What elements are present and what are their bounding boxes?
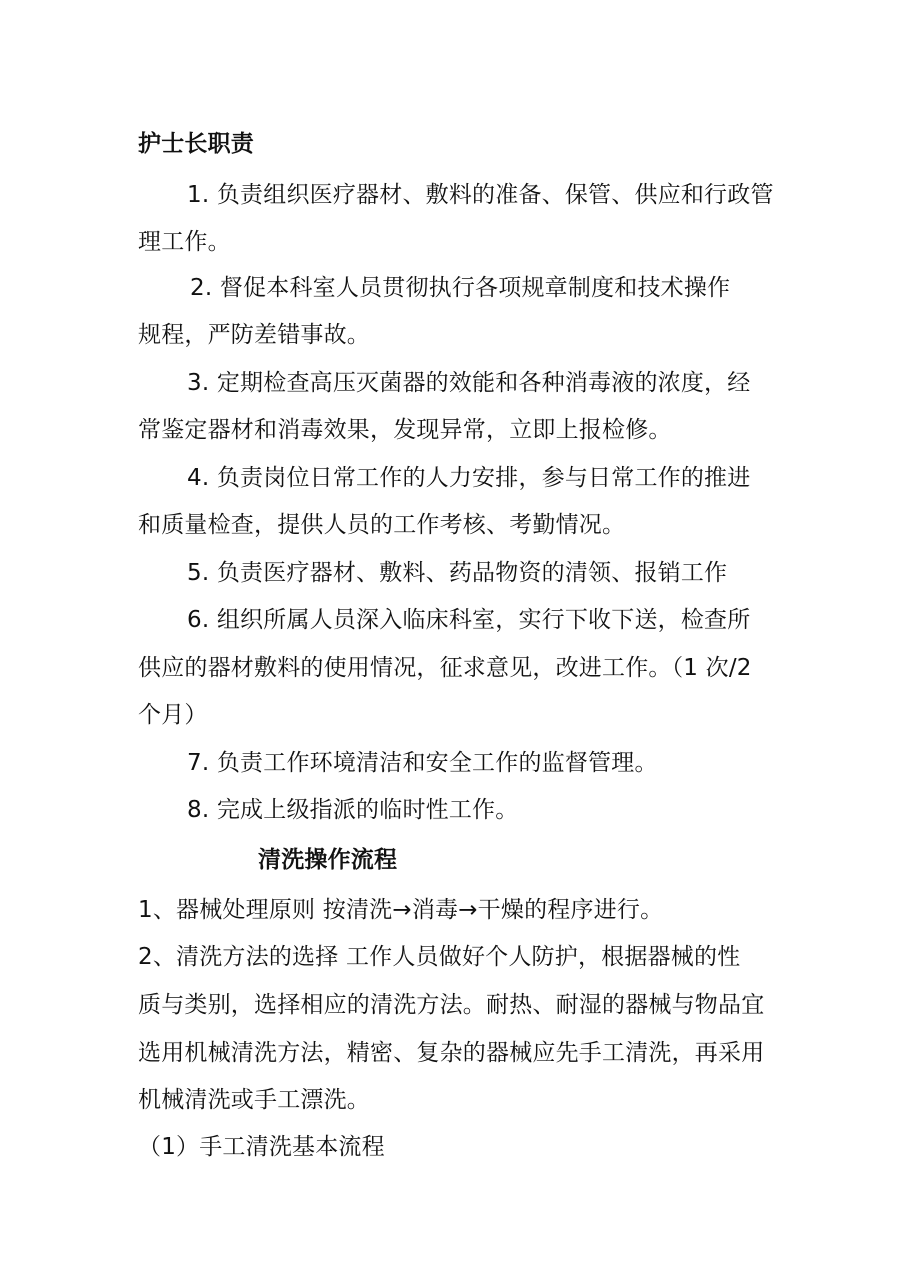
section-item-2-line-4: 机械清洗或手工漂洗。 [138,1087,370,1113]
duty-3-line-2: 常鉴定器材和消毒效果，发现异常，立即上报检修。 [138,417,672,443]
duty-5-line-1: 5. 负责医疗器材、敷料、药品物资的清领、报销工作 [187,560,728,586]
section-item-1: 1、器械处理原则 按清洗→消毒→干燥的程序进行。 [138,897,664,923]
duty-2-line-2: 规程，严防差错事故。 [138,322,370,348]
duty-6-line-1: 6. 组织所属人员深入临床科室，实行下收下送，检查所 [187,607,751,633]
document-title: 护士长职责 [138,131,254,157]
section-item-2-line-3: 选用机械清洗方法，精密、复杂的器械应先手工清洗，再采用 [138,1040,765,1066]
subsection-1: （1）手工清洗基本流程 [138,1134,385,1160]
duty-1-line-1: 1. 负责组织医疗器材、敷料的准备、保管、供应和行政管 [187,182,774,208]
duty-4-line-2: 和质量检查，提供人员的工作考核、考勤情况。 [138,512,626,538]
duty-6-line-3: 个月） [138,702,208,728]
duty-6-line-2: 供应的器材敷料的使用情况，征求意见，改进工作。（1 次/2 [138,655,752,681]
section-title: 清洗操作流程 [258,847,398,873]
section-item-2-line-2: 质与类别，选择相应的清洗方法。耐热、耐湿的器械与物品宜 [138,992,765,1018]
duty-4-line-1: 4. 负责岗位日常工作的人力安排，参与日常工作的推进 [187,465,751,491]
duty-2-line-1: 2. 督促本科室人员贯彻执行各项规章制度和技术操作 [190,275,731,301]
duty-1-line-2: 理工作。 [138,229,231,255]
duty-7-line-1: 7. 负责工作环境清洁和安全工作的监督管理。 [187,750,658,776]
duty-3-line-1: 3. 定期检查高压灭菌器的效能和各种消毒液的浓度，经 [187,370,751,396]
duty-8-line-1: 8. 完成上级指派的临时性工作。 [187,797,519,823]
section-item-2-line-1: 2、清洗方法的选择 工作人员做好个人防护，根据器械的性 [138,944,741,970]
